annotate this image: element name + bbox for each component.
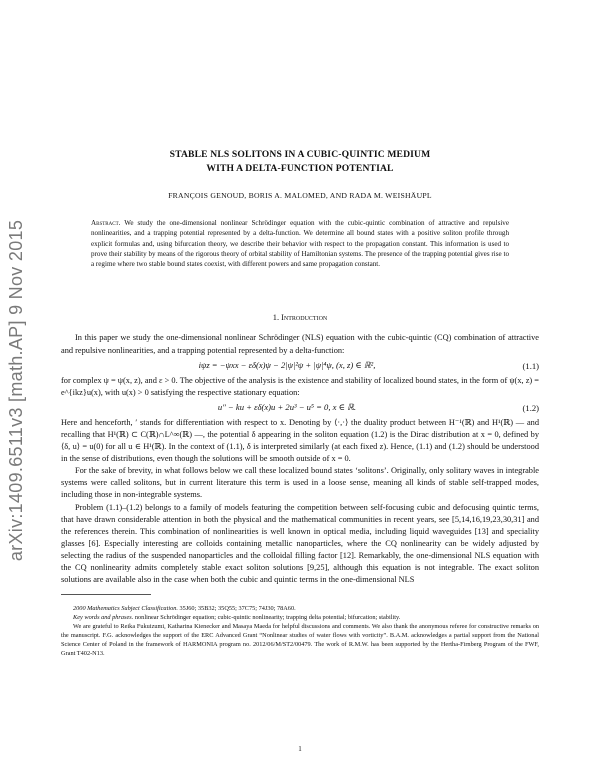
footnote-rule [61,594,151,595]
intro-paragraph-5: Problem (1.1)–(1.2) belongs to a family of models featuring the competition between self-focusing cubic and defocusing quintic terms, that have drawn considerable attention in both the physical and the mathematical communities in recent years, see [5,14,16,19,23,30,31] and the references therein. This combination of nonlinearities is well known in optical media, including liquid waveguides [13] and speciality glasses [6]. Especially interesting are colloids containing metallic nanoparticles, where the CQ nonlinearity can be widely adjusted by selecting the radius of the suspended nanoparticles and the colloidal filling factor [12]. Remarkably, the one-dimensional NLS equation with the CQ nonlinearity admits completely stable exact soliton solutions [9,25], although this equation is not integrable. The exact soliton solutions are available also in the case when both the cubic and quintic terms in the one-dimensional NLS [61,502,539,585]
arxiv-stamp [4,150,30,630]
footnote-msc-text: 35J60; 35B32; 35Q55; 37C75; 74J30; 78A60. [179,605,296,613]
section-heading-text: 1. Introduction [272,313,328,323]
title-line-1: STABLE NLS SOLITONS IN A CUBIC-QUINTIC MEDIUM [169,149,431,160]
footnote-msc-label: 2000 Mathematics Subject Classification. [73,605,178,613]
footnote-keywords-label: Key words and phrases. [73,614,134,622]
equation-1-2 [61,400,539,416]
footnotes [61,604,539,658]
equation-1-2-expression: u″ − ku + εδ(x)u + 2u³ − u⁵ = 0, x ∈ ℝ. [217,402,357,413]
abstract-label: Abstract. [91,219,121,227]
footnote-keywords [61,613,539,622]
arxiv-stamp-text: arXiv:1409.6511v3 [math.AP] 9 Nov 2015 [6,219,27,561]
footnote-msc [61,604,539,613]
equation-1-1-expression: iψz = −ψxx − εδ(x)ψ − 2|ψ|²ψ + |ψ|⁴ψ, (x, z) ∈ ℝ², [198,360,376,371]
author-list: FRANÇOIS GENOUD, BORIS A. MALOMED, AND RADA M. WEISHÄUPL [168,191,432,200]
intro-paragraph-3: Here and henceforth, ′ stands for differentiation with respect to x. Denoting by ⟨·,·⟩ the duality product between H⁻¹(ℝ) and H¹(ℝ) — and recalling that H¹(ℝ) ⊂ C(ℝ)∩L^∞(ℝ) —, the potential δ appearing in the soliton equation (1.2) is the Dirac distribution at x = 0, defined by ⟨δ, u⟩ = u(0) for all u ∈ H¹(ℝ). In the context of (1.1), δ is interpreted similarly (at each fixed z). Hence, (1.1) and (1.2) should be understood in the sense of distributions, even though the solutions will be smooth outside of x = 0. [61,417,539,464]
footnote-keywords-text: nonlinear Schrödinger equation; cubic-quintic nonlinearity; trapping delta potential; bifurcation; stability. [134,614,401,622]
abstract-text: We study the one-dimensional nonlinear Schrödinger equation with the cubic-quintic combination of attractive and repulsive nonlinearities, and a trapping potential represented by a delta-function. We determine all bound states with a positive soliton profile through explicit formulas and, using bifurcation theory, we describe their behavior with respect to the propagation constant. This information is used to prove their stability by means of the rigorous theory of orbital stability of Hamiltonian systems. The presence of the trapping potential gives rise to a regime where two stable bound states coexist, with different powers and same propagation constant. [91,219,509,269]
paper-title [61,148,539,176]
paper-page [61,0,539,753]
abstract [91,218,509,269]
footnote-acknowledgements: We are grateful to Reika Fukuizumi, Katharina Kienecker and Masaya Maeda for helpful discussions and comments. We also thank the anonymous referee for constructive remarks on the manuscript. F.G. acknowledges the support of the ERC Advanced Grant “Nonlinear studies of water flows with vorticity”. B.A.M. acknowledges a partial support from the National Science Center of Poland in the framework of HARMONIA program no. 2012/06/M/ST2/00479. The work of R.M.W. has been supported by the Hertha-Firnberg Program of the FWF, Grant T402-N13. [61,623,539,658]
page-number: 1 [298,745,302,753]
equation-1-1-number: (1.1) [522,360,539,371]
equation-1-1 [61,358,539,374]
equation-1-2-number: (1.2) [522,402,539,413]
intro-paragraph-2: for complex ψ = ψ(x, z), and ε > 0. The objective of the analysis is the existence and stability of localized bound states, in the form of ψ(x, z) = e^{ikz}u(x), with u(x) > 0 satisfying the respective stationary equation: [61,375,539,397]
intro-paragraph-4: For the sake of brevity, in what follows below we call these localized bound states ‘solitons’. Originally, only solitary waves in integrable systems were called solitons, but in current literature this term is used in a loose sense, meaning all kinds of stable self-trapped modes, including those in non-integrable systems. [61,466,539,500]
intro-paragraph-1: In this paper we study the one-dimensional nonlinear Schrödinger (NLS) equation with the cubic-quintic (CQ) combination of attractive and repulsive nonlinearities, and a trapping potential represented by a delta-function: [61,333,539,355]
title-line-2: WITH A DELTA-FUNCTION POTENTIAL [206,163,394,174]
section-heading [61,313,539,322]
